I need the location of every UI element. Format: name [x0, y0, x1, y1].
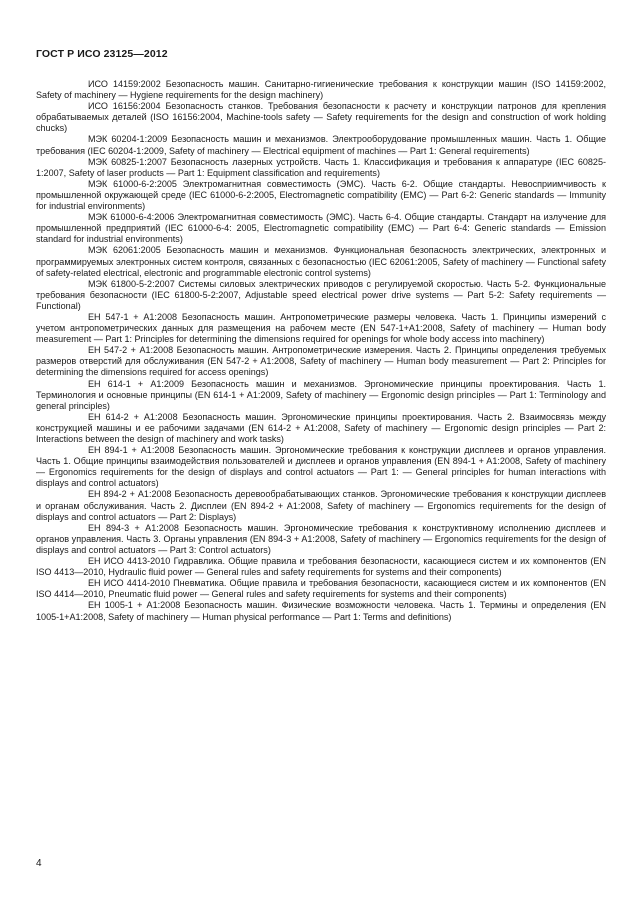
- reference-paragraph: ИСО 14159:2002 Безопасность машин. Санитарно-гигиенические требования к конструкции машин (ISO 14159:2002, Safety of machinery — Hygiene requirements for the design machinery): [36, 79, 606, 101]
- reference-paragraph: ЕН ИСО 4414-2010 Пневматика. Общие правила и требования безопасности, касающиеся систем и их компонентов (EN ISO 4414—2010, Pneumatic fluid power — General rules and safety requirements for systems and their components): [36, 578, 606, 600]
- page-header-title: ГОСТ Р ИСО 23125—2012: [36, 48, 168, 60]
- reference-paragraph: ЕН ИСО 4413-2010 Гидравлика. Общие правила и требования безопасности, касающиеся систем и их компонентов (EN ISO 4413—2010, Hydraulic fluid power — General rules and safety requirements for systems and their components): [36, 556, 606, 578]
- reference-paragraph: ЕН 894-1 + А1:2008 Безопасность машин. Эргономические требования к конструкции дисплеев и органов управления. Часть 1. Общие принципы взаимодействия пользователей и дисплеев и органов управления (EN 894-1 + A1:2008, Safety of machinery — Ergonomics requirements for the design of displays and control actuators — Part 1: — General principles for human interactions with displays and control actuators): [36, 445, 606, 489]
- reference-paragraph: ЕН 894-3 + А1:2008 Безопасность машин. Эргономические требования к конструктивному исполнению дисплеев и органов управления. Часть 3. Органы управления (EN 894-3 + A1:2008, Safety of machinery — Ergonomics requirements for the design of displays and control actuators — Part 3: Control actuators): [36, 522, 606, 555]
- reference-paragraph: МЭК 60204-1:2009 Безопасность машин и механизмов. Электрооборудование промышленных машин. Часть 1. Общие требования (IEC 60204-1:2009, Safety of machinery — Electrical equipment of machines — Part 1: General requirements): [36, 134, 606, 156]
- reference-paragraph: ИСО 16156:2004 Безопасность станков. Требования безопасности к расчету и конструкции патронов для крепления обрабатываемых деталей (ISO 16156:2004, Machine-tools safety — Safety requirements for the design and construction of work holding chucks): [36, 101, 606, 134]
- reference-list: [36, 79, 606, 623]
- reference-paragraph: ЕН 614-1 + А1:2009 Безопасность машин и механизмов. Эргономические принципы проектирования. Часть 1. Терминология и основные принципы (EN 614-1 + A1:2009, Safety of machinery — Ergonomic design principles — Part 1: Terminology and general principles): [36, 378, 606, 411]
- reference-paragraph: МЭК 60825-1:2007 Безопасность лазерных устройств. Часть 1. Классификация и требования к аппаратуре (IEC 60825-1:2007, Safety of laser products — Part 1: Equipment classification and requirements): [36, 156, 606, 178]
- reference-paragraph: МЭК 62061:2005 Безопасность машин и механизмов. Функциональная безопасность электрических, электронных и программируемых электронных систем контроля, связанных с безопасностью (IEC 62061:2005, Safety of machinery — Functional safety of safety-related electrical, electronic and programmable electronic control systems): [36, 245, 606, 278]
- reference-paragraph: МЭК 61800-5-2:2007 Системы силовых электрических приводов с регулируемой скоростью. Часть 5-2. Функциональные требования безопасности (IEC 61800-5-2:2007, Adjustable speed electrical power drive systems — Part 5-2: Safety requirements — Functional): [36, 278, 606, 311]
- page-number: 4: [36, 858, 42, 869]
- reference-paragraph: ЕН 614-2 + А1:2008 Безопасность машин. Эргономические принципы проектирования. Часть 2. Взаимосвязь между конструкцией машины и ее рабочими задачами (EN 614-2 + A1:2008, Safety of machinery — Ergonomic design principles — Part 2: Interactions between the design of machinery and work tasks): [36, 411, 606, 444]
- reference-paragraph: ЕН 1005-1 + А1:2008 Безопасность машин. Физические возможности человека. Часть 1. Термины и определения (EN 1005-1+A1:2008, Safety of machinery — Human physical performance — Part 1: Terms and definitions): [36, 600, 606, 622]
- reference-paragraph: МЭК 61000-6-4:2006 Электромагнитная совместимость (ЭМС). Часть 6-4. Общие стандарты. Стандарт на излучение для промышленной предприятий (IEC 61000-6-4: 2005, Electromagnetic compatibility (EMC) — Part 6-4: Generic standards — Emission standard for industrial environments): [36, 212, 606, 245]
- reference-paragraph: ЕН 547-1 + А1:2008 Безопасность машин. Антропометрические размеры человека. Часть 1. Принципы измерений с учетом антропометрических данных для размещения на рабочем месте (EN 547-1+A1:2008, Safety of machinery — Human body measurement — Part 1: Principles for determining the dimensions required for openings for whole body access into machinery): [36, 311, 606, 345]
- reference-paragraph: МЭК 61000-6-2:2005 Электромагнитная совместимость (ЭМС). Часть 6-2. Общие стандарты. Невосприимчивость к промышленной окружающей среде (IEC 61000-6-2:2005, Electromagnetic compatibility (EMC) — Part 6-2: Generic standards — Immunity for industrial environments): [36, 178, 606, 212]
- reference-paragraph: ЕН 894-2 + А1:2008 Безопасность деревообрабатывающих станков. Эргономические требования к конструкции дисплеев и органам обслуживания. Часть 2. Дисплеи (EN 894-2 + A1:2008, Safety of machinery — Ergonomics requirements for the design of displays and control actuators — Part 2: Displays): [36, 489, 606, 522]
- reference-paragraph: ЕН 547-2 + А1:2008 Безопасность машин. Антропометрические измерения. Часть 2. Принципы определения требуемых размеров отверстий для обслуживания (EN 547-2 + A1:2008, Safety of machinery — Human body measurement — Part 2: Principles for determining the dimensions required for access openings): [36, 345, 606, 378]
